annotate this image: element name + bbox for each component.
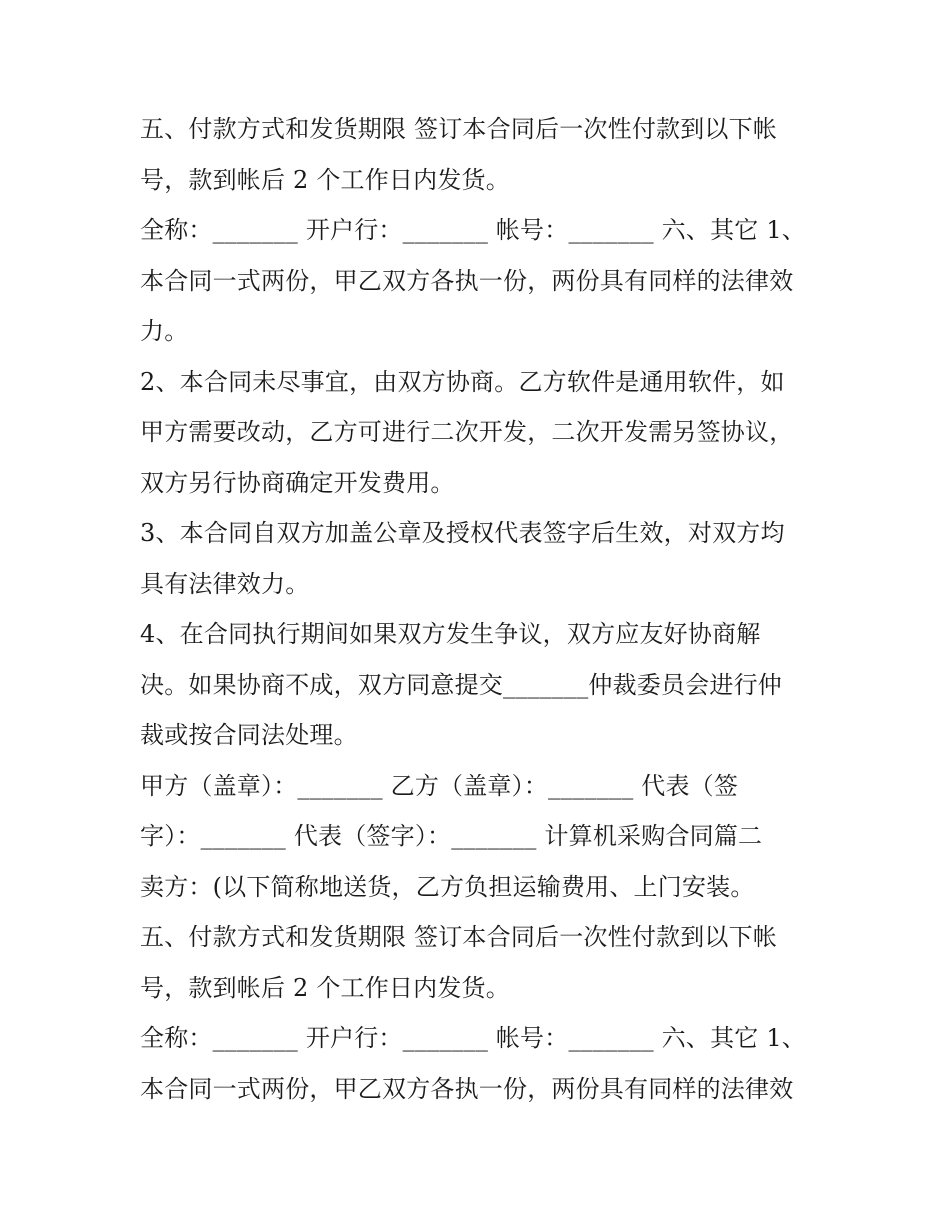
text-line: 甲方需要改动，乙方可进行二次开发，二次开发需另签协议， [140, 418, 794, 446]
text-line: 3、本合同自双方加盖公章及授权代表签字后生效，对双方均 [140, 519, 785, 547]
text-line: 本合同一式两份，甲乙双方各执一份，两份具有同样的法律效 [140, 266, 794, 295]
document-body [140, 104, 830, 1114]
text-line: 字）：_______ 代表（签字）：_______ 计算机采购合同篇二 [140, 822, 763, 850]
text-line: 卖方：(以下简称地送货，乙方负担运输费用、上门安装。 [140, 872, 755, 901]
text-line: 决。如果协商不成，双方同意提交_______仲裁委员会进行仲 [140, 670, 782, 699]
text-line: 力。 [140, 317, 189, 345]
text-line: 五、付款方式和发货期限 签订本合同后一次性付款到以下帐 [140, 923, 778, 951]
text-line: 4、在合同执行期间如果双方发生争议，双方应友好协商解 [140, 620, 761, 648]
text-line: 具有法律效力。 [140, 569, 310, 598]
text-line: 双方另行协商确定开发费用。 [140, 468, 455, 497]
text-line: 甲方（盖章）：_______ 乙方（盖章）：_______ 代表（签 [140, 771, 739, 800]
text-line: 全称：_______ 开户行：_______ 帐号：_______ 六、其它 1、 [140, 216, 806, 244]
text-line: 号，款到帐后 2 个工作日内发货。 [140, 165, 510, 194]
text-line: 裁或按合同法处理。 [140, 721, 358, 749]
text-line: 2、本合同未尽事宜，由双方协商。乙方软件是通用软件，如 [140, 367, 785, 396]
text-line: 全称：_______ 开户行：_______ 帐号：_______ 六、其它 1、 [140, 1024, 806, 1052]
text-line: 五、付款方式和发货期限 签订本合同后一次性付款到以下帐 [140, 115, 778, 143]
text-line: 本合同一式两份，甲乙双方各执一份，两份具有同样的法律效 [140, 1074, 794, 1103]
text-line: 号，款到帐后 2 个工作日内发货。 [140, 973, 510, 1002]
